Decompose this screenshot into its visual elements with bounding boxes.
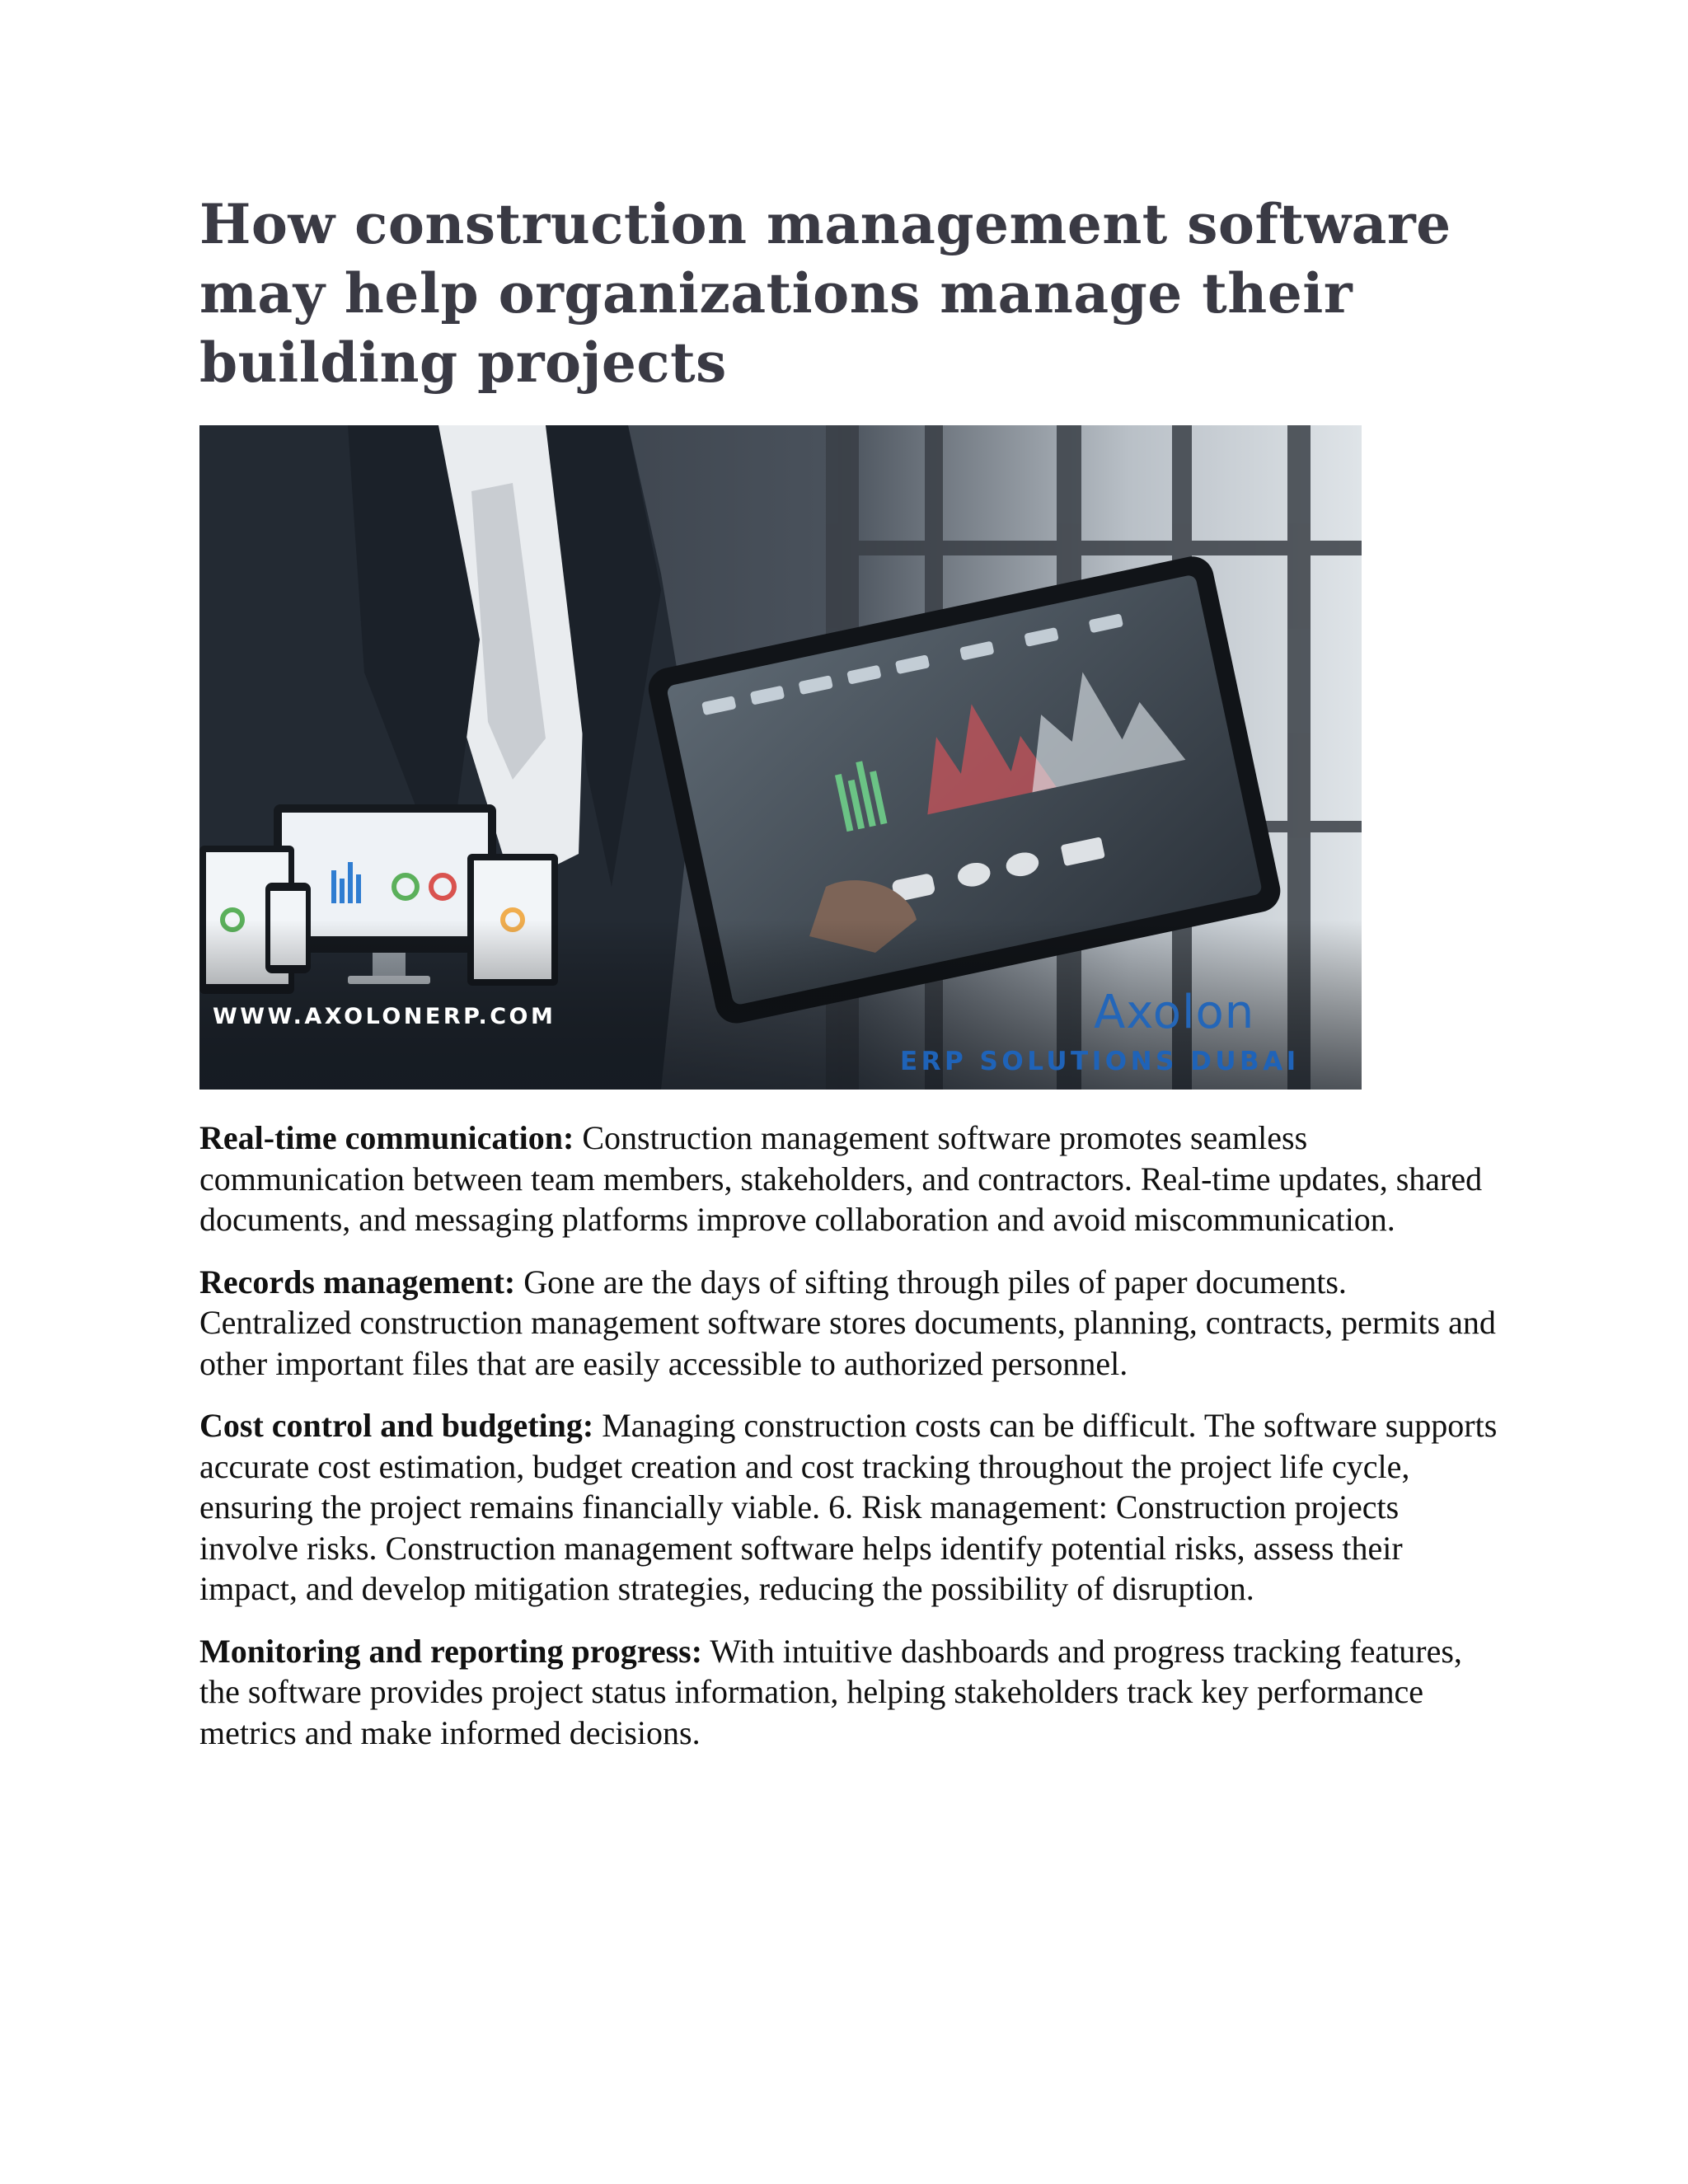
section-heading: Real-time communication: [199,1119,574,1156]
article-body [199,1118,1502,1753]
section-text: Gone are the days of sifting through piles of paper documents. Centralized construction management software stores documents, planning, contracts, permits and other important files that are easily accessible to authorized personnel. [199,1263,1496,1382]
section-heading: Records management: [199,1263,516,1301]
axolon-logo: Axolon [1094,986,1255,1039]
section-cost-control [199,1405,1502,1610]
section-records-management [199,1262,1502,1385]
section-heading: Monitoring and reporting progress: [199,1632,703,1670]
section-real-time-communication [199,1118,1502,1240]
section-text: Managing construction costs can be difficult. The software supports accurate cost estimation, budget creation and cost tracking throughout the project life cycle, ensuring the project remains financially viable. 6. Risk management: Construction projects involve risks. Construction management software helps identify potential risks, assess their impact, and develop mitigation strategies, reducing the possibility of disruption. [199,1407,1498,1607]
hero-url-text: WWW.AXOLONERP.COM [213,1004,556,1029]
section-heading: Cost control and budgeting: [199,1407,594,1444]
section-text: With intuitive dashboards and progress tracking features, the software provides project status information, helping stakeholders track key performance metrics and make informed decisions. [199,1632,1462,1751]
section-monitoring-progress [199,1631,1502,1754]
section-text: Construction management software promotes seamless communication between team members, stakeholders, and contractors. Real-time updates, shared documents, and messaging platforms improve collaboration and avoid miscommunication. [199,1119,1483,1238]
page-title: How construction management software may help organizations manage their building projects [199,192,1451,395]
hero-tagline: ERP SOLUTIONS DUBAI [900,1047,1300,1076]
document-page [199,190,1502,1774]
hero-image [199,425,1362,1090]
